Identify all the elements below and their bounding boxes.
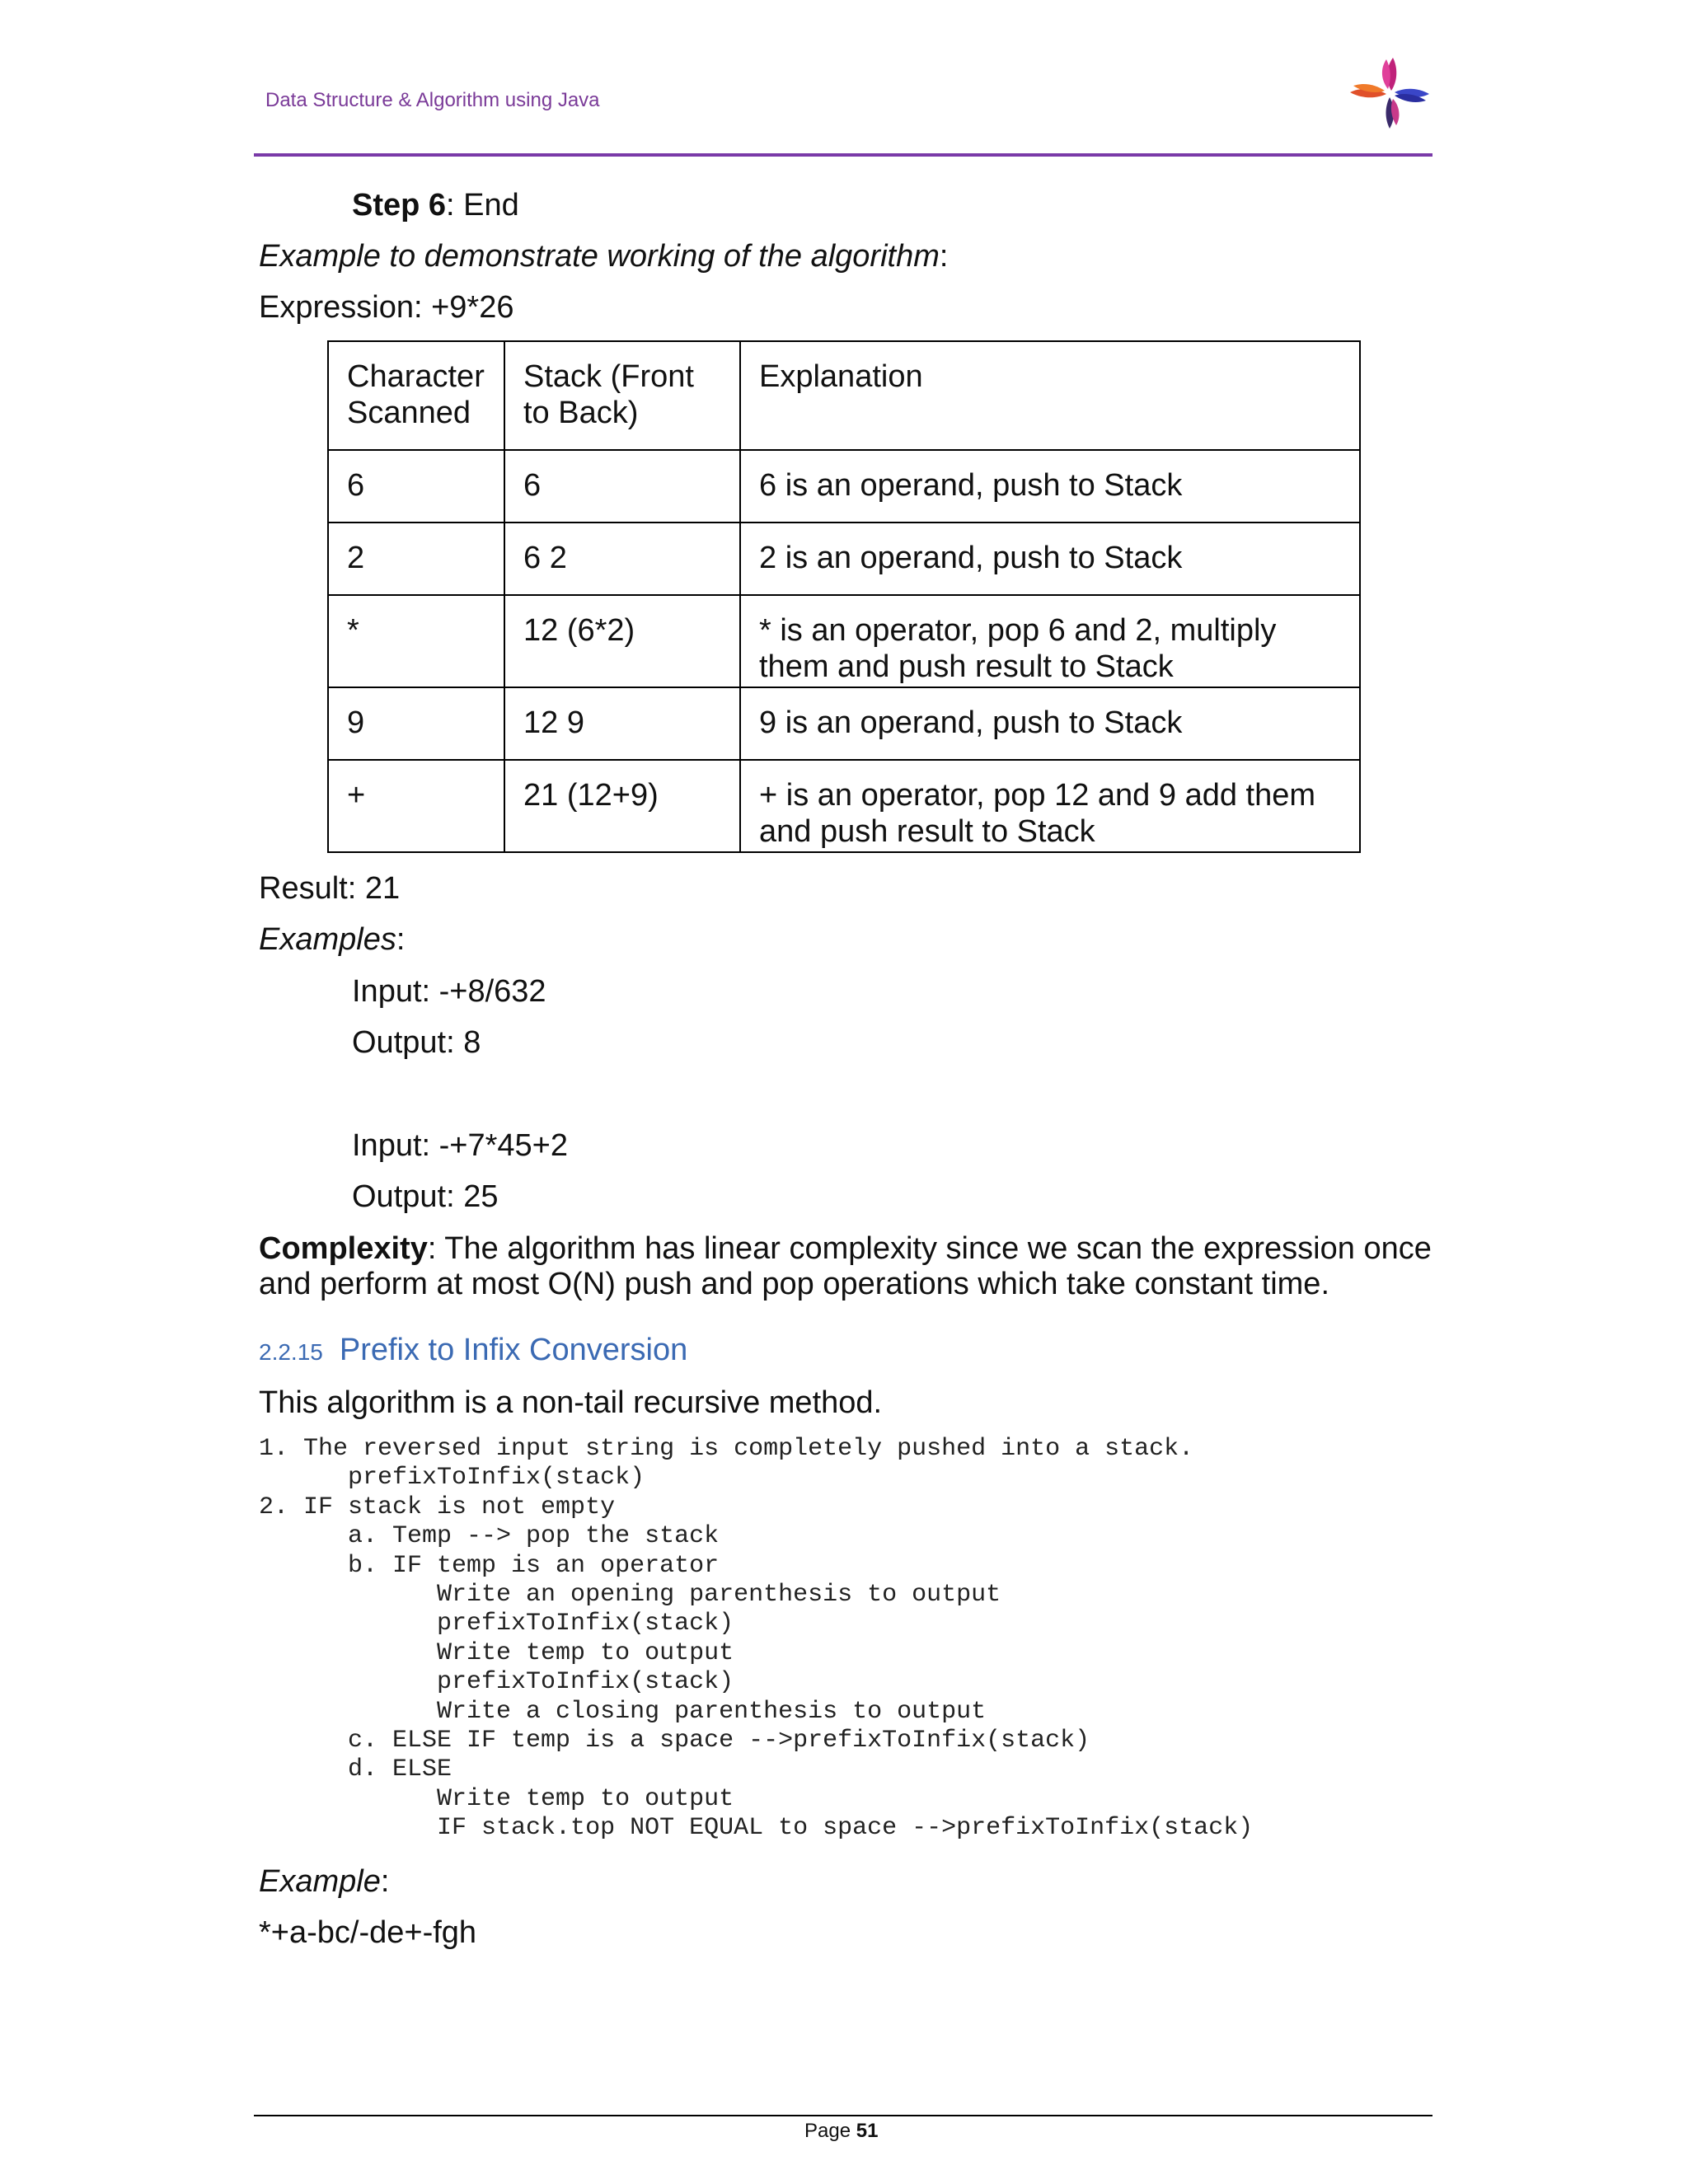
example-intro-label: Example to demonstrate working of the algorithm [259, 239, 940, 274]
table-cell: 12 (6*2) [504, 595, 740, 687]
table-cell: 2 [328, 523, 504, 595]
section-number: 2.2.15 [259, 1339, 323, 1365]
header-cell: Explanation [740, 341, 1360, 450]
code-line: prefixToInfix(stack) [259, 1610, 734, 1638]
code-line: d. ELSE [259, 1755, 452, 1784]
examples-heading [259, 921, 405, 958]
table-cell: + is an operator, pop 12 and 9 add them and push result to Stack [740, 760, 1360, 852]
header-divider [254, 153, 1432, 157]
table-cell: 12 9 [504, 687, 740, 760]
table-cell: 9 [328, 687, 504, 760]
table-cell: 6 is an operand, push to Stack [740, 450, 1360, 523]
expression-line: Expression: +9*26 [259, 290, 514, 325]
table-cell: 6 [328, 450, 504, 523]
header-cell: Stack (Front to Back) [504, 341, 740, 450]
section-heading [259, 1333, 687, 1368]
example-intro [259, 238, 948, 274]
table-row [328, 523, 1360, 595]
code-line: Write a closing parenthesis to output [259, 1697, 987, 1726]
example-input: Input: -+8/632 [352, 974, 546, 1009]
four-petal-logo-icon [1343, 51, 1434, 134]
table-cell: 21 (12+9) [504, 760, 740, 852]
table-row [328, 450, 1360, 523]
table-header-row [328, 341, 1360, 450]
page-number [804, 2120, 878, 2143]
algorithm-intro: This algorithm is a non-tail recursive method. [259, 1385, 883, 1420]
page-label: Page [804, 2120, 851, 2142]
code-line: a. Temp --> pop the stack [259, 1522, 720, 1551]
table-cell: * [328, 595, 504, 687]
section-title: Prefix to Infix Conversion [339, 1333, 688, 1367]
table-row [328, 595, 1360, 687]
examples-label: Examples [259, 922, 396, 957]
code-line: prefixToInfix(stack) [259, 1668, 734, 1697]
complexity-text: : The algorithm has linear complexity since we scan the expression once [427, 1231, 1432, 1266]
example-colon: : [380, 1864, 390, 1899]
result-line: Result: 21 [259, 871, 401, 906]
code-line: 2. IF stack is not empty [259, 1493, 616, 1521]
examples-colon: : [396, 922, 406, 957]
code-line: 1. The reversed input string is completely pushed into a stack. [259, 1435, 1194, 1463]
stack-trace-table [327, 340, 1361, 853]
code-line: Write temp to output [259, 1638, 734, 1667]
example-label: Example [259, 1864, 381, 1899]
table-cell: 2 is an operand, push to Stack [740, 523, 1360, 595]
table-cell: 9 is an operand, push to Stack [740, 687, 1360, 760]
example-expression: *+a-bc/-de+-fgh [259, 1915, 477, 1950]
example-input: Input: -+7*45+2 [352, 1128, 568, 1163]
table-cell: 6 [504, 450, 740, 523]
complexity-line-1 [259, 1230, 1432, 1267]
complexity-line-2: and perform at most O(N) push and pop operations which take constant time. [259, 1267, 1329, 1301]
code-line: c. ELSE IF temp is a space -->prefixToInfix(stack) [259, 1727, 1090, 1755]
table-cell: + [328, 760, 504, 852]
table-cell: * is an operator, pop 6 and 2, multiply them and push result to Stack [740, 595, 1360, 687]
code-line: Write an opening parenthesis to output [259, 1581, 1001, 1610]
step-6-line [352, 187, 519, 223]
footer-divider [254, 2115, 1432, 2116]
step-label: Step 6 [352, 188, 447, 223]
table-row [328, 687, 1360, 760]
example-output: Output: 25 [352, 1179, 499, 1214]
complexity-label: Complexity [259, 1231, 428, 1266]
example-intro-colon: : [939, 239, 949, 274]
table-row [328, 760, 1360, 852]
header-cell: Character Scanned [328, 341, 504, 450]
code-line: IF stack.top NOT EQUAL to space -->prefixToInfix(stack) [259, 1814, 1254, 1843]
header-title: Data Structure & Algorithm using Java [265, 89, 600, 111]
code-line: Write temp to output [259, 1784, 734, 1813]
page-number-value: 51 [856, 2120, 879, 2142]
code-line: b. IF temp is an operator [259, 1551, 720, 1580]
pseudocode-block [259, 1435, 1253, 1844]
example-output: Output: 8 [352, 1025, 481, 1060]
step-text: : End [446, 188, 519, 223]
example-heading [259, 1863, 389, 1900]
table-cell: 6 2 [504, 523, 740, 595]
code-line: prefixToInfix(stack) [259, 1464, 645, 1493]
